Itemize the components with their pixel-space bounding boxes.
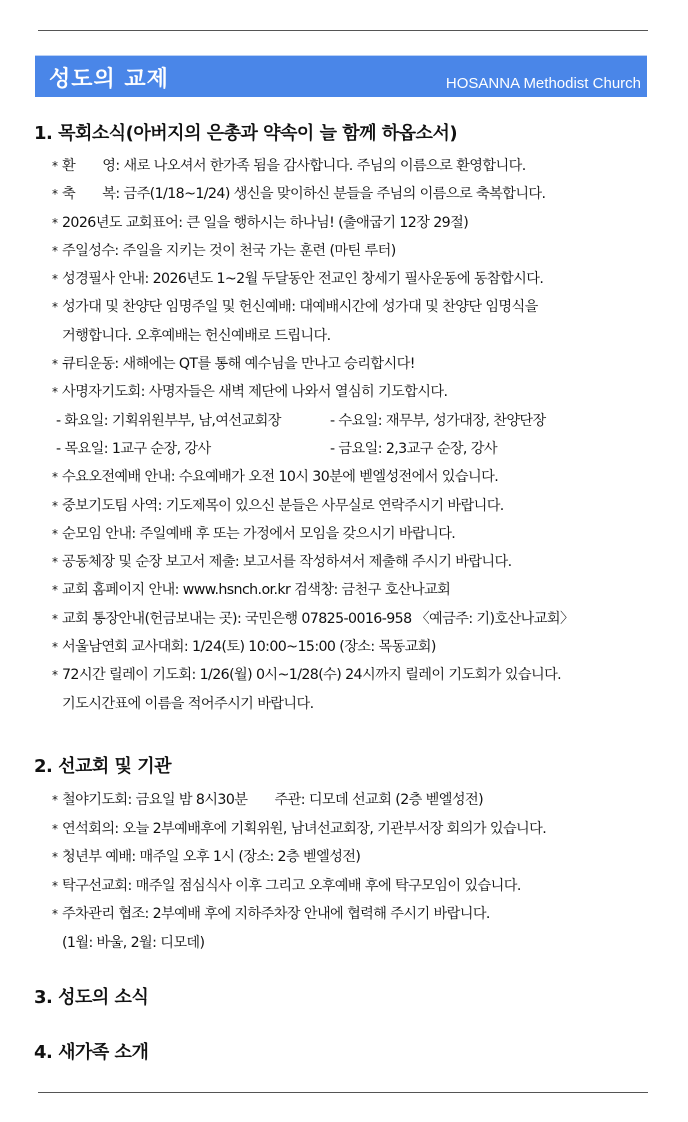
section-heading-2: 2. 선교회 및 기관 — [34, 756, 171, 777]
list-item: * 축 복: 금주(1/18~1/24) 생신을 맞이하신 분들을 주님의 이름으로 축복합니다. — [52, 186, 546, 203]
list-item: * 교회 통장안내(헌금보내는 곳): 국민은행 07825-0016-958 〈예금주: 기)호산나교회〉 — [52, 610, 574, 627]
section-heading-4: 4. 새가족 소개 — [34, 1042, 149, 1063]
list-item: * 주차관리 협조: 2부예배 후에 지하주차장 안내에 협력해 주시기 바랍니다. — [52, 906, 490, 923]
section-heading-1: 1. 목회소식(아버지의 은총과 약속이 늘 함께 하옵소서) — [34, 123, 458, 144]
list-item-continuation: 거행합니다. 오후예배는 헌신예배로 드립니다. — [62, 327, 331, 344]
list-item: * 성경필사 안내: 2026년도 1~2월 두달동안 전교인 창세기 필사운동에 동참합시다. — [52, 271, 544, 288]
section-2-list — [52, 786, 652, 958]
list-item: * 성가대 및 찬양단 임명주일 및 헌신예배: 대예배시간에 성가대 및 찬양단 임명식을 — [52, 299, 538, 316]
top-rule — [38, 30, 648, 31]
list-item: * 주일성수: 주일을 지키는 것이 천국 가는 훈련 (마틴 루터) — [52, 242, 396, 259]
list-item: * 순모임 안내: 주일예배 후 또는 가정에서 모임을 갖으시기 바랍니다. — [52, 525, 456, 542]
list-item: * 연석회의: 오늘 2부예배후에 기획위원, 남녀선교회장, 기관부서장 회의가 있습니다. — [52, 820, 547, 837]
list-item-continuation: (1월: 바울, 2월: 디모데) — [62, 934, 205, 951]
list-item: * 환 영: 새로 나오셔서 한가족 됨을 감사합니다. 주님의 이름으로 환영합니다. — [52, 158, 526, 174]
bottom-rule — [38, 1092, 648, 1093]
list-item: * 서울남연회 교사대회: 1/24(토) 10:00~15:00 (장소: 목동교회) — [52, 639, 436, 656]
list-item-continuation: 기도시간표에 이름을 적어주시기 바랍니다. — [62, 695, 314, 712]
section-1-list — [52, 152, 652, 718]
list-item: * 수요오전예배 안내: 수요예배가 오전 10시 30분에 벧엘성전에서 있습니다. — [52, 469, 499, 486]
section-heading-3: 3. 성도의 소식 — [34, 987, 149, 1008]
banner-title: 성도의 교제 — [49, 67, 169, 92]
list-item: * 탁구선교회: 매주일 점심식사 이후 그리고 오후예배 후에 탁구모임이 있습니다. — [52, 877, 521, 894]
list-item: * 72시간 릴레이 기도회: 1/26(월) 0시~1/28(수) 24시까지 릴레이 기도회가 있습니다. — [52, 667, 562, 684]
list-item: * 사명자기도회: 사명자들은 새벽 제단에 나와서 열심히 기도합시다. — [52, 384, 448, 401]
section-banner — [35, 55, 647, 97]
list-item: * 공동체장 및 순장 보고서 제출: 보고서를 작성하셔서 제출해 주시기 바랍니다. — [52, 554, 512, 571]
list-item: * 큐티운동: 새해에는 QT를 통해 예수님을 만나고 승리합시다! — [52, 356, 415, 373]
church-name: HOSANNA Methodist Church — [445, 75, 641, 92]
list-item: * 교회 홈페이지 안내: www.hsnch.or.kr 검색창: 금천구 호산나교회 — [52, 582, 451, 599]
list-item: * 중보기도팀 사역: 기도제목이 있으신 분들은 사무실로 연락주시기 바랍니다. — [52, 497, 504, 514]
schedule-row: - 목요일: 1교구 순장, 강사 - 금요일: 2,3교구 순장, 강사 — [56, 440, 497, 457]
list-item: * 2026년도 교회표어: 큰 일을 행하시는 하나님! (출애굽기 12장 29절) — [52, 214, 469, 231]
list-item: * 철야기도회: 금요일 밤 8시30분 주관: 디모데 선교회 (2층 벧엘성전) — [52, 792, 484, 808]
list-item: * 청년부 예배: 매주일 오후 1시 (장소: 2층 벧엘성전) — [52, 849, 361, 866]
schedule-row: - 화요일: 기획위원부부, 남,여선교회장 - 수요일: 재무부, 성가대장, 찬양단장 — [56, 412, 546, 429]
